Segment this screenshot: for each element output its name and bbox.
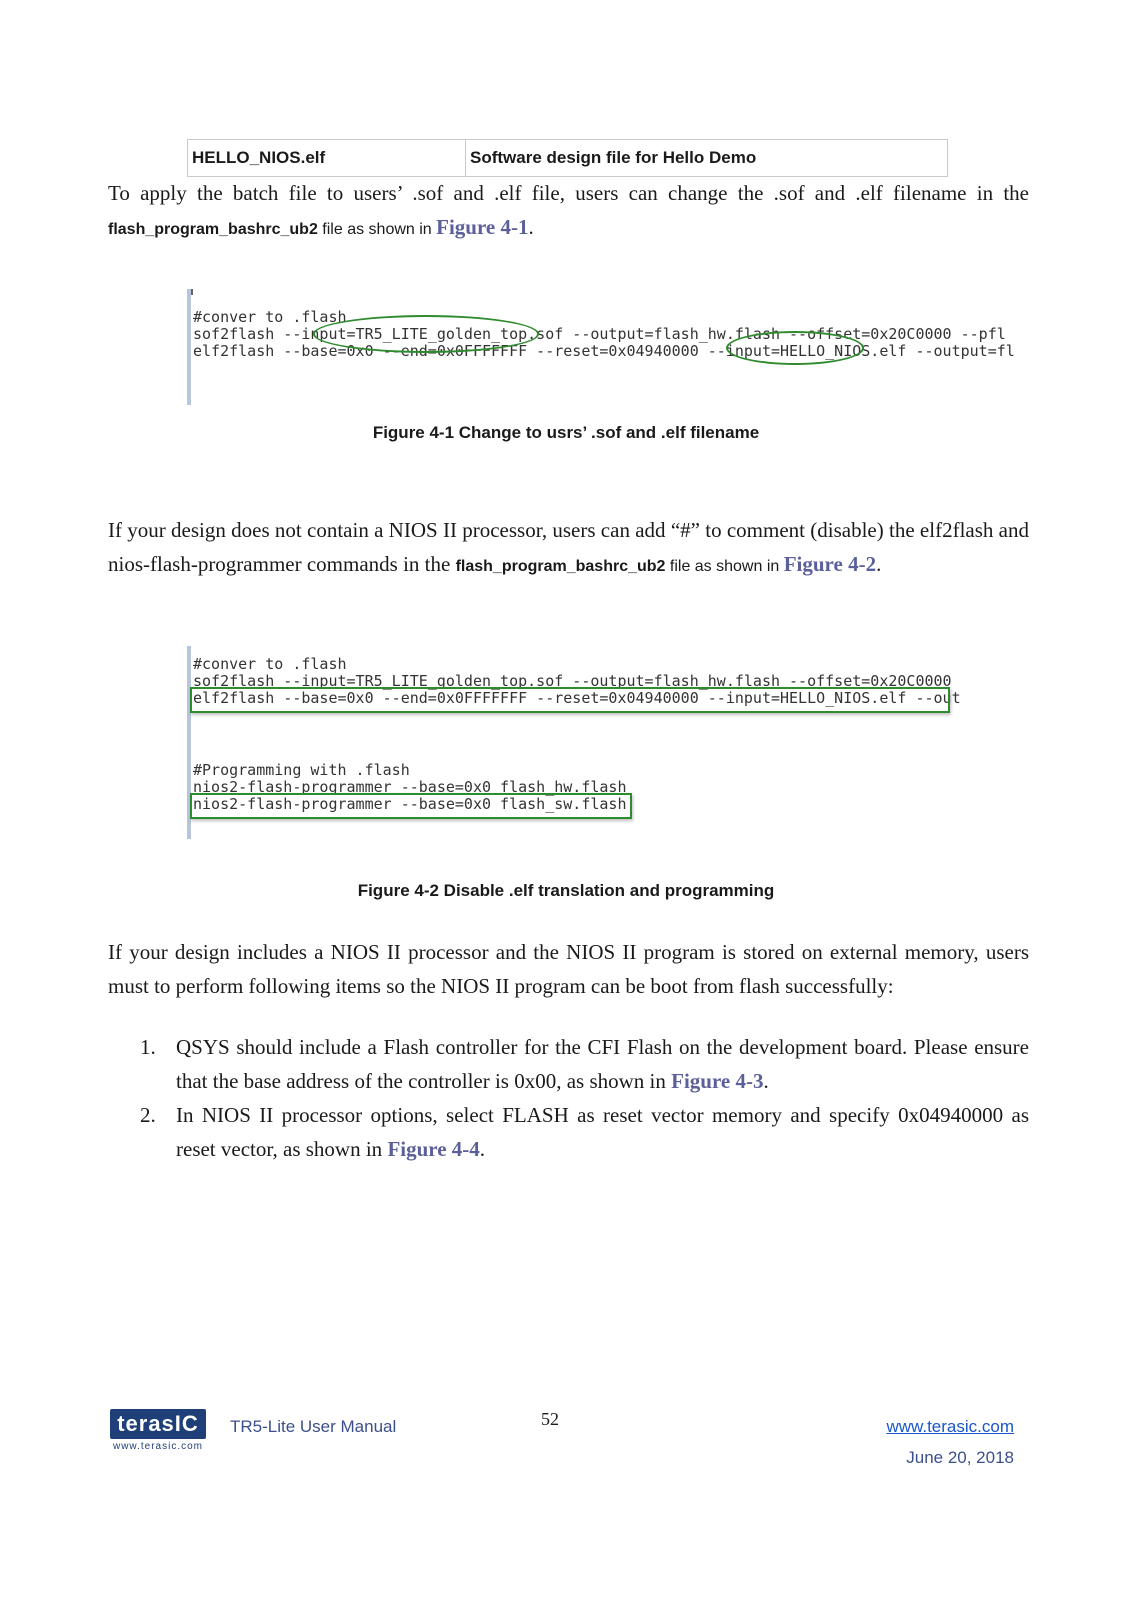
figure-4-1-screenshot	[187, 289, 1015, 405]
cursor-mark	[191, 289, 193, 295]
fig2-code-line-2: sof2flash --input=TR5_LITE_golden_top.sof --output=flash_hw.flash --offset=0x20C0000	[193, 672, 952, 690]
para1-end: .	[528, 215, 534, 239]
figure-4-4-link[interactable]: Figure 4-4	[387, 1137, 480, 1161]
para2-text-a: If your design does not contain a NIOS II processor, users can add “#” to comment (disable) the elf2flash and nios-flash-programmer commands in the	[108, 518, 1029, 576]
steps-list	[140, 1030, 1029, 1166]
nios2-sw-line-highlight	[190, 793, 632, 819]
para2-keyword: flash_program_bashrc_ub2	[455, 558, 666, 575]
para1-text-a: To apply the batch file to users’ .sof and .elf file, users can change the .sof and .elf filename in the	[108, 181, 1029, 205]
figure-4-2-screenshot	[187, 646, 961, 839]
para1-text-b: file as shown in	[317, 221, 437, 238]
page-number: 52	[541, 1409, 559, 1429]
fig2-code-line-5: nios2-flash-programmer --base=0x0 flash_hw.flash	[193, 778, 627, 796]
figure-4-1-link[interactable]: Figure 4-1	[436, 215, 529, 239]
fig2-code-line-4: #Programming with .flash	[193, 761, 410, 779]
paragraph-nios-external: If your design includes a NIOS II processor and the NIOS II program is stored on external memory, users must to perform following items so the NIOS II program can be boot from flash successfully:	[108, 940, 1029, 998]
figure-4-2-link[interactable]: Figure 4-2	[783, 552, 877, 576]
file-description-cell: Software design file for Hello Demo	[470, 148, 757, 167]
list-item-number: 2.	[140, 1103, 156, 1127]
sof-filename-highlight	[313, 315, 539, 353]
footer-date: June 20, 2018	[906, 1448, 1014, 1467]
elf-filename-highlight	[726, 331, 864, 365]
elf2flash-line-highlight	[190, 687, 950, 713]
list-item-number: 1.	[140, 1035, 156, 1059]
file-name-cell: HELLO_NIOS.elf	[188, 140, 466, 176]
paragraph-apply-batch	[108, 176, 1029, 247]
manual-title: TR5-Lite User Manual	[230, 1417, 397, 1436]
logo-wordmark: terasIC	[110, 1409, 206, 1439]
list-item	[140, 1030, 1029, 1098]
figure-4-1-caption: Figure 4-1 Change to usrs’ .sof and .elf filename	[372, 423, 760, 442]
fig1-code-line-1: #conver to .flash	[193, 308, 347, 326]
list-item-end: .	[763, 1069, 769, 1093]
para2-text-b: file as shown in	[665, 558, 784, 575]
para2-end: .	[876, 552, 882, 576]
list-item-end: .	[479, 1137, 486, 1161]
terasic-logo	[110, 1409, 206, 1455]
logo-url: www.terasic.com	[112, 1441, 203, 1452]
figure-4-2-caption: Figure 4-2 Disable .elf translation and programming	[357, 881, 775, 900]
fig2-code-line-1: #conver to .flash	[193, 655, 347, 673]
list-item	[140, 1098, 1029, 1166]
file-table-row	[187, 139, 948, 177]
para1-keyword: flash_program_bashrc_ub2	[108, 221, 318, 238]
fig1-code-line-3: elf2flash --base=0x0 --end=0x0FFFFFFF --reset=0x04940000 --input=HELLO_NIOS.elf --output=fl	[193, 342, 1015, 360]
figure-4-3-link[interactable]: Figure 4-3	[671, 1069, 764, 1093]
fig2-code-line-6: nios2-flash-programmer --base=0x0 flash_sw.flash	[193, 795, 627, 813]
list-item-text: QSYS should include a Flash controller for the CFI Flash on the development board. Please ensure that the base address of the controller is 0x00, as shown in	[176, 1035, 1029, 1093]
fig2-code-line-3: elf2flash --base=0x0 --end=0x0FFFFFFF --reset=0x04940000 --input=HELLO_NIOS.elf --out	[193, 689, 961, 707]
fig1-code-line-2: sof2flash --input=TR5_LITE_golden_top.sof --output=flash_hw.flash --offset=0x20C0000 --pfl	[193, 325, 1006, 343]
website-link[interactable]: www.terasic.com	[886, 1417, 1014, 1436]
list-item-text: In NIOS II processor options, select FLASH as reset vector memory and specify 0x04940000 as reset vector, as shown in	[176, 1103, 1029, 1161]
paragraph-no-nios	[108, 513, 1029, 584]
